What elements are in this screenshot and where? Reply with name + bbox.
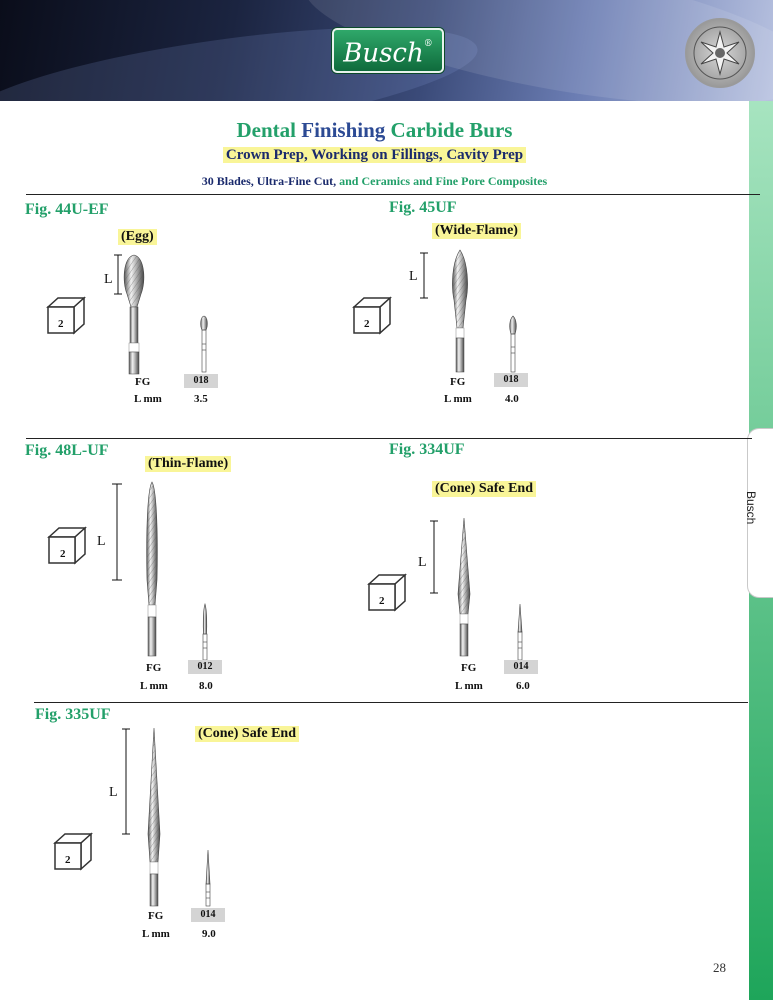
package-quantity: 2 xyxy=(60,548,66,560)
bur-image xyxy=(416,248,466,374)
package-box-icon xyxy=(47,297,85,335)
shank-type: FG xyxy=(461,662,477,674)
figure-number: Fig. 44U-EF xyxy=(25,201,109,218)
size-code: 014 xyxy=(504,660,538,674)
package-quantity: 2 xyxy=(379,595,385,607)
page-description xyxy=(0,174,749,189)
bur-shape-label: (Wide-Flame) xyxy=(432,223,521,239)
package-box-icon xyxy=(353,297,391,335)
subtitle-text: Crown Prep, Working on Fillings, Cavity Prep xyxy=(223,147,526,163)
bur-image xyxy=(108,480,168,658)
length-label: L mm xyxy=(455,680,483,692)
length-value: 4.0 xyxy=(505,393,519,405)
bur-actual-size-image xyxy=(506,314,520,374)
header-banner xyxy=(0,0,773,101)
bur-image xyxy=(110,252,150,377)
length-label: L mm xyxy=(444,393,472,405)
side-tab[interactable] xyxy=(744,428,773,598)
package-box-icon xyxy=(368,574,406,612)
title-part: Carbide Burs xyxy=(390,118,513,142)
bur-shape-label: (Thin-Flame) xyxy=(145,456,231,472)
bur-actual-size-image xyxy=(513,602,527,662)
bur-image xyxy=(426,516,476,658)
shank-type: FG xyxy=(450,376,466,388)
length-value: 8.0 xyxy=(199,680,213,692)
shank-type: FG xyxy=(148,910,164,922)
page-subtitle xyxy=(0,147,749,164)
size-code: 014 xyxy=(191,908,225,922)
length-marker: L xyxy=(97,534,106,549)
section-divider xyxy=(26,438,752,439)
made-in-germany-seal-icon xyxy=(685,18,755,88)
size-code: 012 xyxy=(188,660,222,674)
bur-image xyxy=(118,726,174,908)
shank-type: FG xyxy=(135,376,151,388)
length-marker: L xyxy=(409,269,418,284)
length-value: 3.5 xyxy=(194,393,208,405)
length-marker: L xyxy=(418,555,427,570)
length-marker: L xyxy=(104,272,113,287)
bur-actual-size-image xyxy=(198,602,212,662)
title-part: Finishing xyxy=(301,118,386,142)
length-marker: L xyxy=(109,785,118,800)
busch-logo xyxy=(332,28,444,73)
length-value: 6.0 xyxy=(516,680,530,692)
figure-number: Fig. 334UF xyxy=(389,441,465,458)
package-quantity: 2 xyxy=(58,318,64,330)
title-part: Dental xyxy=(236,118,296,142)
package-box-icon xyxy=(48,527,86,565)
section-divider xyxy=(26,194,760,195)
registered-mark: ® xyxy=(423,39,433,49)
figure-number: Fig. 45UF xyxy=(389,199,457,216)
bur-actual-size-image xyxy=(201,848,215,908)
page-title xyxy=(0,118,749,143)
description-part: and Ceramics and Fine Pore Composites xyxy=(339,174,548,188)
bur-shape-label: (Cone) Safe End xyxy=(432,481,536,497)
description-part: 30 Blades, Ultra-Fine Cut, xyxy=(201,174,337,188)
package-quantity: 2 xyxy=(364,318,370,330)
bur-actual-size-image xyxy=(197,314,211,374)
bur-shape-label: (Cone) Safe End xyxy=(195,726,299,742)
size-code: 018 xyxy=(184,374,218,388)
size-code: 018 xyxy=(494,373,528,387)
length-label: L mm xyxy=(140,680,168,692)
figure-number: Fig. 48L-UF xyxy=(25,442,109,459)
shank-type: FG xyxy=(146,662,162,674)
page-number: 28 xyxy=(713,960,726,975)
logo-text: Busch xyxy=(343,38,424,69)
length-label: L mm xyxy=(142,928,170,940)
figure-number: Fig. 335UF xyxy=(35,706,111,723)
section-divider xyxy=(34,702,748,703)
package-quantity: 2 xyxy=(65,854,71,866)
length-label: L mm xyxy=(134,393,162,405)
side-tab-label: Busch xyxy=(744,491,758,525)
package-box-icon xyxy=(54,833,92,871)
bur-shape-label: (Egg) xyxy=(118,229,157,245)
length-value: 9.0 xyxy=(202,928,216,940)
